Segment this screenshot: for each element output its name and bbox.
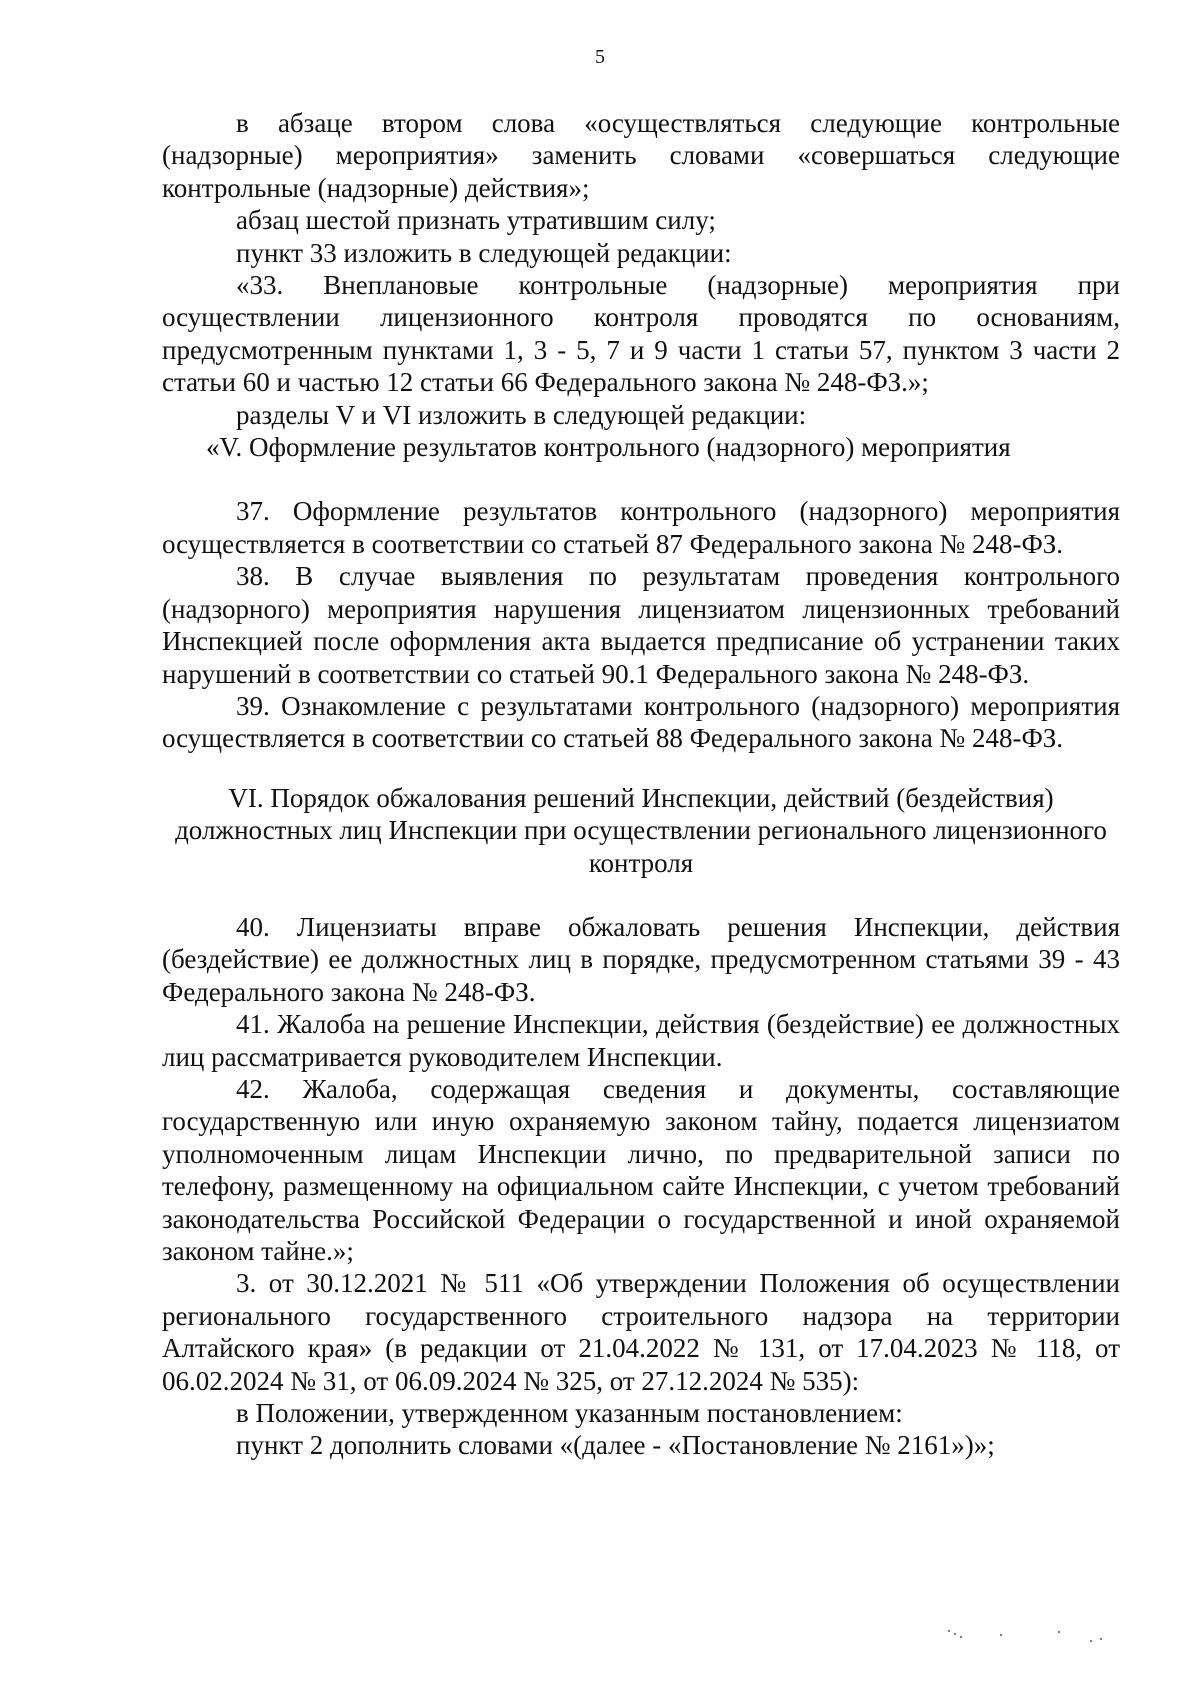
- section-v-title: «V. Оформление результатов контрольного (надзорного) мероприятия: [206, 432, 1011, 463]
- paragraph: 38. В случае выявления по результатам проведения контрольного (надзорного) мероприятия нарушения лицензиатом лицензионных требований Инспекцией после оформления акта выдается предписание об устранении таких нарушений в соответствии со статьей 90.1 Федерального закона № 248-ФЗ.: [162, 561, 1120, 689]
- paragraph: 41. Жалоба на решение Инспекции, действия (бездействие) ее должностных лиц рассматривается руководителем Инспекции.: [162, 1009, 1120, 1072]
- document-body: [162, 107, 1120, 1462]
- paragraph: 3. от 30.12.2021 № 511 «Об утверждении Положения об осуществлении регионального государственного строительного надзора на территории Алтайского края» (в редакции от 21.04.2022 № 131, от 17.04.2023 № 118, от 06.02.2024 № 31, от 06.09.2024 № 325, от 27.12.2024 № 535):: [162, 1268, 1120, 1396]
- paragraph: 37. Оформление результатов контрольного (надзорного) мероприятия осуществляется в соответствии со статьей 87 Федерального закона № 248-ФЗ.: [162, 496, 1120, 559]
- paragraph: абзац шестой признать утратившим силу;: [236, 205, 716, 236]
- paragraph: в абзаце втором слова «осуществляться следующие контрольные (надзорные) мероприятия» заменить словами «совершаться следующие контрольные (надзорные) действия»;: [162, 108, 1120, 203]
- paragraph: 39. Ознакомление с результатами контрольного (надзорного) мероприятия осуществляется в соответствии со статьей 88 Федерального закона № 248-ФЗ.: [162, 690, 1120, 754]
- paragraph: «33. Внеплановые контрольные (надзорные) мероприятия при осуществлении лицензионного контроля проводятся по основаниям, предусмотренным пунктами 1, 3 - 5, 7 и 9 части 1 статьи 57, пунктом 3 части 2 статьи 60 и частью 12 статьи 66 Федерального закона № 248-ФЗ.»;: [162, 270, 1120, 398]
- paragraph: разделы V и VI изложить в следующей редакции:: [236, 399, 807, 430]
- paragraph: 40. Лицензиаты вправе обжаловать решения Инспекции, действия (бездействие) ее должностных лиц в порядке, предусмотренном статьями 39 - 43 Федерального закона № 248-ФЗ.: [162, 911, 1120, 1007]
- paragraph: 42. Жалоба, содержащая сведения и документы, составляющие государственную или иную охраняемую законом тайну, подается лицензиатом уполномоченным лицам Инспекции лично, по предварительной записи по телефону, размещенному на официальном сайте Инспекции, с учетом требований законодательства Российской Федерации о государственной и иной охраняемой законом тайне.»;: [162, 1073, 1120, 1266]
- scan-specks: [940, 1626, 1110, 1646]
- page-number: 5: [595, 46, 605, 68]
- section-vi-title: VI. Порядок обжалования решений Инспекции, действий (бездействия) должностных лиц Инспекции при осуществлении регионального лицензионного контроля: [175, 782, 1107, 878]
- paragraph: в Положении, утвержденном указанным постановлением:: [236, 1398, 903, 1429]
- paragraph: пункт 2 дополнить словами «(далее - «Постановление № 2161»)»;: [236, 1430, 995, 1461]
- paragraph: пункт 33 изложить в следующей редакции:: [236, 237, 732, 268]
